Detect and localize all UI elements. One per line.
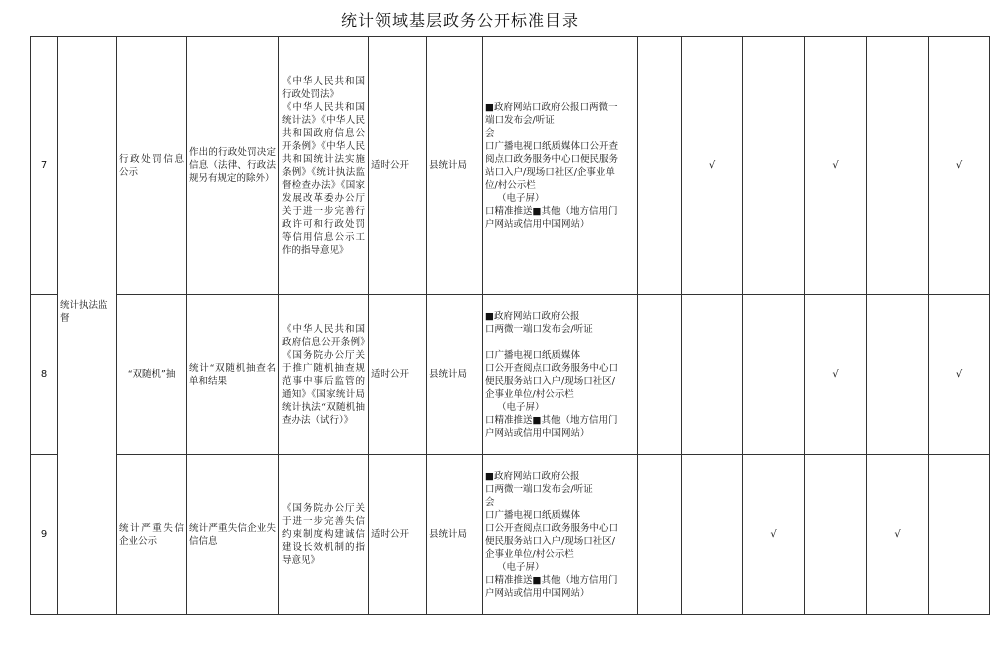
- scope-check: [682, 295, 743, 455]
- scope-check: [867, 295, 929, 455]
- channels-cell: [483, 37, 638, 295]
- channel-line: [485, 336, 635, 349]
- scope-check: [638, 455, 682, 615]
- scope-check: √: [805, 295, 867, 455]
- channel-line: 会: [485, 127, 495, 139]
- channel-line: 口广播电视口纸质媒体: [485, 349, 581, 361]
- scope-check: √: [867, 455, 929, 615]
- catalog-table: [30, 36, 990, 615]
- channel-line: 口精准推送■其他（地方信用门: [485, 414, 618, 426]
- channel-line: （电子屏）: [497, 192, 545, 204]
- item-cell: 行政处罚信息公示: [117, 37, 187, 295]
- channel-line: 位/村公示栏: [485, 179, 536, 191]
- time-cell: 适时公开: [369, 455, 427, 615]
- basis-line: 《中华人民共和国统计法》《中华人民共和国政府信息公开条例》《中华人民共和国统计法实施条例》《统计执法监督检查办法》《国家发展改革委办公厅关于进一步完善行政许可和行政处罚等信用信息公示工作的指导意见》: [282, 101, 365, 256]
- channels-cell: [483, 455, 638, 615]
- channel-line: 站口入户/现场口社区/企事业单: [485, 166, 615, 178]
- channel-line: 口广播电视口纸质媒体: [485, 509, 581, 521]
- channel-line: 口两微一端口发布会/听证: [485, 483, 593, 495]
- page-title: 统计领域基层政务公开标准目录: [340, 11, 579, 30]
- basis-cell: [279, 295, 369, 455]
- channel-line: 口精准推送■其他（地方信用门: [485, 574, 618, 586]
- channel-line: ■政府网站口政府公报: [485, 310, 580, 322]
- channel-line: ■政府网站口政府公报口两微一: [485, 101, 618, 113]
- time-cell: 适时公开: [369, 37, 427, 295]
- row-number: 9: [31, 455, 58, 615]
- content-cell: 统计“双随机抽查名单和结果: [187, 295, 279, 455]
- content-cell: 作出的行政处罚决定信息（法律、行政法规另有规定的除外）: [187, 37, 279, 295]
- basis-line: 《中华人民共和国政府信息公开条例》《国务院办公厅关于推广随机抽查规范事中事后监管的通知》《国家统计局统计执法“双随机抽查办法（试行）》: [282, 323, 365, 426]
- category-label: 统计执法监督: [60, 300, 108, 324]
- channel-line: 口精准推送■其他（地方信用门: [485, 205, 618, 217]
- scope-check: [638, 37, 682, 295]
- row-number: 7: [31, 37, 58, 295]
- channel-line: 口公开查阅点口政务服务中心口: [485, 522, 619, 534]
- channel-line: 口两微一端口发布会/听证: [485, 323, 593, 335]
- channel-line: 便民服务站口入户/现场口社区/: [485, 535, 615, 547]
- item-cell: “双随机”抽: [117, 295, 187, 455]
- channel-line: 企事业单位/村公示栏: [485, 548, 574, 560]
- scope-check: [867, 37, 929, 295]
- channel-line: ■政府网站口政府公报: [485, 470, 580, 482]
- channel-line: 会: [485, 496, 495, 508]
- basis-cell: [279, 455, 369, 615]
- channels-cell: [483, 295, 638, 455]
- scope-check: √: [805, 37, 867, 295]
- channel-line: 口广播电视口纸质媒体口公开查: [485, 140, 619, 152]
- scope-check: √: [743, 455, 805, 615]
- subject-cell: 县统计局: [427, 295, 483, 455]
- channel-line: 户网站或信用中国网站）: [485, 587, 590, 599]
- channel-line: 口公开查阅点口政务服务中心口: [485, 362, 619, 374]
- category-cell: [58, 37, 117, 615]
- time-cell: 适时公开: [369, 295, 427, 455]
- scope-check: √: [929, 37, 990, 295]
- channel-line: 户网站或信用中国网站）: [485, 427, 590, 439]
- table-row: [31, 37, 990, 295]
- content-cell: 统计严重失信企业失信信息: [187, 455, 279, 615]
- scope-check: √: [929, 295, 990, 455]
- channel-line: 户网站或信用中国网站）: [485, 218, 590, 230]
- channel-line: （电子屏）: [497, 401, 545, 413]
- scope-check: [805, 455, 867, 615]
- channel-line: （电子屏）: [497, 561, 545, 573]
- table-row: [31, 295, 990, 455]
- subject-cell: 县统计局: [427, 37, 483, 295]
- scope-check: [743, 295, 805, 455]
- channel-line: 便民服务站口入户/现场口社区/: [485, 375, 615, 387]
- scope-check: [743, 37, 805, 295]
- scope-check: [682, 455, 743, 615]
- scope-check: [929, 455, 990, 615]
- scope-check: √: [682, 37, 743, 295]
- basis-line: 《中华人民共和国行政处罚法》: [282, 75, 365, 100]
- item-cell: 统计严重失信企业公示: [117, 455, 187, 615]
- channel-line: 端口发布会/听证: [485, 114, 555, 126]
- basis-cell: [279, 37, 369, 295]
- channel-line: 企事业单位/村公示栏: [485, 388, 574, 400]
- channel-line: 阅点口政务服务中心口便民服务: [485, 153, 619, 165]
- row-number: 8: [31, 295, 58, 455]
- scope-check: [638, 295, 682, 455]
- standard-catalog-sheet: [30, 36, 963, 599]
- basis-line: 《国务院办公厅关于进一步完善失信约束制度构建诚信建设长效机制的指导意见》: [282, 503, 365, 566]
- subject-cell: 县统计局: [427, 455, 483, 615]
- table-row: [31, 455, 990, 615]
